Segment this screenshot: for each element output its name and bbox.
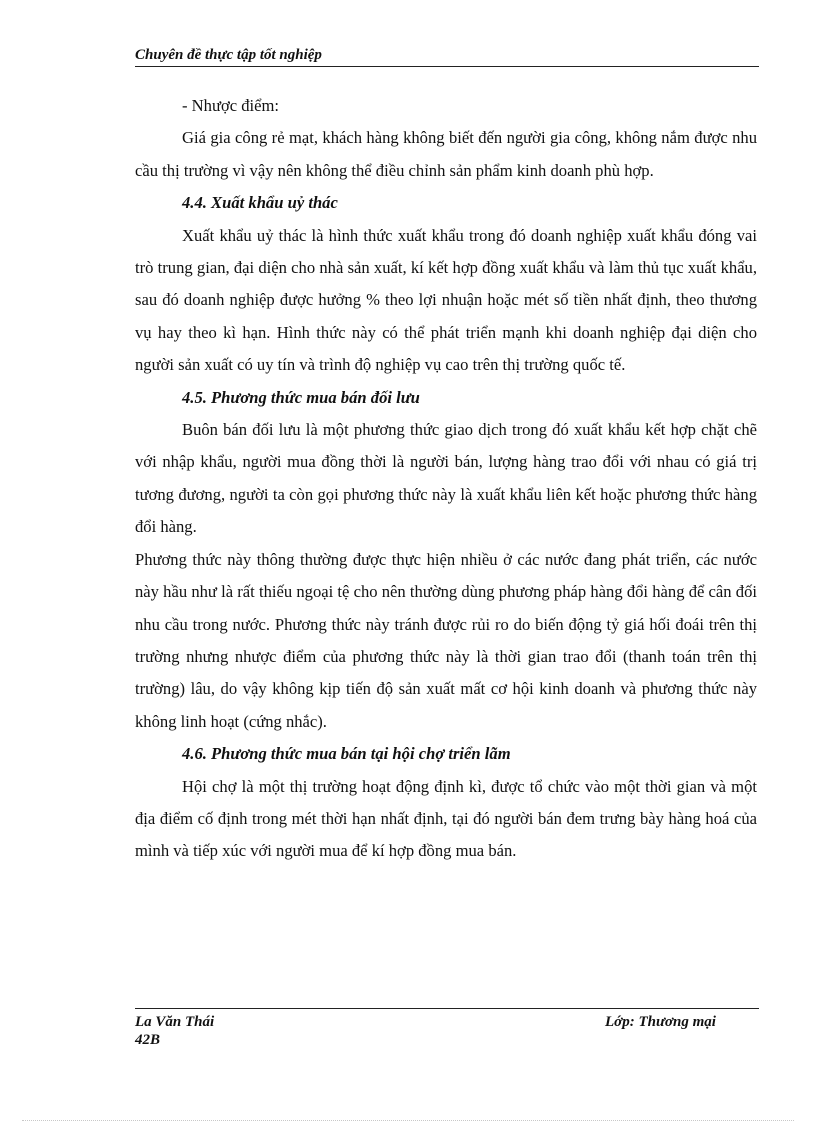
page-footer — [135, 1008, 759, 1048]
header-title: Chuyên đề thực tập tốt nghiệp — [135, 47, 322, 63]
page-header — [135, 44, 759, 67]
paragraph-counter-trade: Buôn bán đối lưu là một phương thức giao dịch trong đó xuất khẩu kết hợp chặt chẽ với nhập khẩu, người mua đồng thời là người bán, lượng hàng trao đổi với nhau có giá trị tương đương, người ta còn gọi phương thức này là xuất khẩu liên kết hoặc phương thức hàng đổi hàng. — [135, 420, 757, 537]
heading-4-5: 4.5. Phương thức mua bán đối lưu — [182, 387, 420, 407]
document-body — [135, 90, 757, 868]
heading-4-6: 4.6. Phương thức mua bán tại hội chợ triển lãm — [182, 744, 511, 764]
footer-author: La Văn Thái — [135, 1014, 215, 1030]
paragraph-trade-fair: Hội chợ là một thị trường hoạt động định kì, được tổ chức vào một thời gian và một địa điểm cố định trong mét thời hạn nhất định, tại đó người bán đem trưng bày hàng hoá của mình và tiếp xúc với người mua để kí hợp đồng mua bán. — [135, 776, 757, 861]
footer-class-label: Lớp: Thương mại — [605, 1014, 716, 1030]
page-edge-divider — [22, 1120, 794, 1121]
footer-class-code: 42B — [135, 1032, 161, 1048]
paragraph-counter-trade-detail: Phương thức này thông thường được thực hiện nhiều ở các nước đang phát triển, các nước này hầu như là rất thiếu ngoại tệ cho nên thường dùng phương pháp hàng đổi hàng để cân đối nhu cầu trong nước. Phương thức này tránh được rủi ro do biến động tỷ giá hối đoái trên thị trường nhưng nhược điểm của phương thức này là thời gian trao đổi (thanh toán trên thị trường) lâu, do vậy không kịp tiến độ sản xuất mất cơ hội kinh doanh và phương thức này không linh hoạt (cứng nhắc). — [135, 549, 757, 731]
paragraph-entrusted-export: Xuất khẩu uỷ thác là hình thức xuất khẩu trong đó doanh nghiệp xuất khẩu đóng vai trò trung gian, đại diện cho nhà sản xuất, kí kết hợp đồng xuất khẩu và làm thủ tục xuất khẩu, sau đó doanh nghiệp được hưởng % theo lợi nhuận hoặc mét số tiền nhất định, theo thương vụ hay theo kì hạn. Hình thức này có thể phát triển mạnh khi doanh nghiệp đại diện cho người sản xuất có uy tín và trình độ nghiệp vụ cao trên thị trường quốc tế. — [135, 225, 757, 375]
footer-author-block — [135, 1013, 214, 1049]
heading-4-4: 4.4. Xuất khẩu uỷ thác — [182, 193, 338, 213]
paragraph-disadvantages: Giá gia công rẻ mạt, khách hàng không biết đến người gia công, không nắm được nhu cầu thị trường vì vậy nên không thể điều chỉnh sản phẩm kinh doanh phù hợp. — [135, 128, 757, 180]
paragraph-disadvantages-label: - Nhược điểm: — [182, 96, 280, 115]
